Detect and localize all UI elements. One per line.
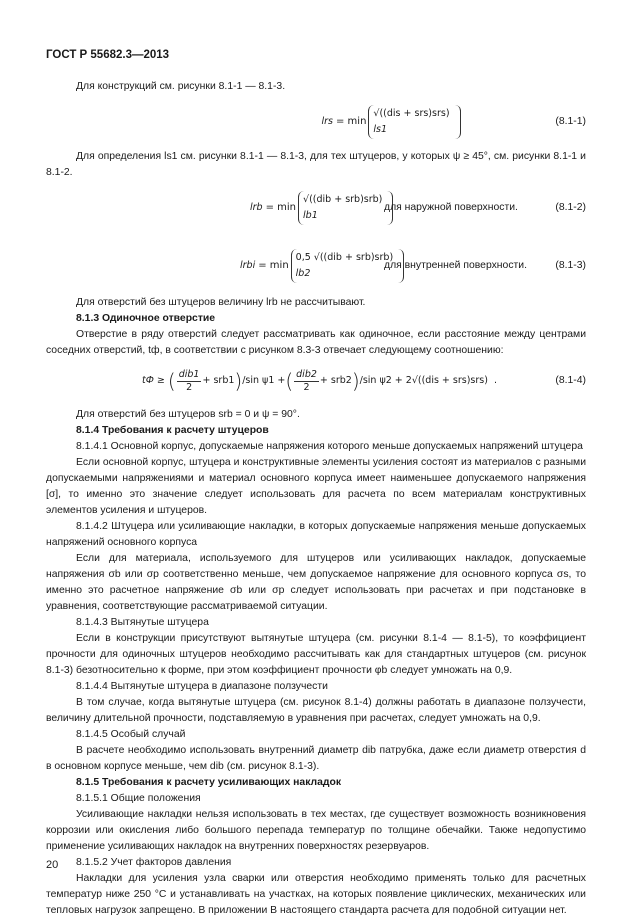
- fraction-numerator: dib2: [296, 368, 317, 380]
- eq-function: = min: [258, 260, 289, 271]
- paragraph: В расчете необходимо использовать внутренний диаметр dib патрубка, даже если диаметр отверстия d в основном корпусе меньше, чем dib (см. рисунок 8.1-3).: [46, 745, 587, 772]
- eq-term: + srb2: [319, 375, 352, 386]
- eq-term: /sin ψ2 + 2: [359, 375, 412, 386]
- paragraph: Для определения ls1 см. рисунки 8.1-1 — 8.1-3, для тех штуцеров, у которых ψ ≥ 45°, см. рисунки 8.1-1 и 8.1-2.: [46, 151, 586, 178]
- section-heading: 8.1.5 Требования к расчету усиливающих накладок: [76, 777, 342, 788]
- eq-line: 0,5 √((dib + srb)srb): [295, 252, 394, 263]
- fraction-denominator: 2: [303, 381, 310, 393]
- paragraph: Усиливающие накладки нельзя использовать в тех местах, где существует возможность возникновения коррозии или окисления либо большого перепада температур по толщине обечайки. Также недопустимо применение усиливающих накладок на внутренних поверхностях резервуаров.: [46, 809, 586, 852]
- eq-lhs: lrb: [250, 202, 263, 213]
- document-header: ГОСТ Р 55682.3—2013: [46, 49, 170, 61]
- paragraph: Накладки для усиления узла сварки или отверстия необходимо применять только для расчетных температур ниже 250 °C и устанавливать на участках, на которых появление циклических, механических или тепловых нагрузок запрещено. В приложении В настоящего стандарта расчета для подобной ситуации нет.: [46, 873, 586, 916]
- eq-term: √((dis + srs)srs): [411, 375, 488, 386]
- eq-line: ls1: [373, 124, 388, 135]
- equation-number: (8.1-1): [555, 116, 586, 127]
- subsection-heading: 8.1.5.2 Учет факторов давления: [76, 857, 232, 868]
- eq-lhs: tФ ≥: [142, 375, 165, 386]
- paragraph: Для конструкций см. рисунки 8.1-1 — 8.1-3.: [76, 81, 286, 92]
- eq-line: √((dis + srs)srs): [373, 108, 450, 119]
- paren-glyph: ): [351, 369, 360, 393]
- eq-lhs: lrs: [321, 116, 333, 127]
- paragraph: Для отверстий без штуцеров величину lrb не рассчитывают.: [76, 297, 366, 308]
- eq-function: = min: [265, 202, 297, 213]
- equation-8-1-1: [46, 99, 586, 145]
- eq-term: .: [493, 375, 498, 386]
- paren-glyph: (: [285, 369, 294, 393]
- paragraph: Для отверстий без штуцеров srb = 0 и ψ = 90°.: [76, 409, 300, 420]
- paragraph: В том случае, когда вытянутые штуцера (см. рисунок 8.1-4) должны работать в диапазоне ползучести, величину длительной прочности, подставляемую в уравнения при расчетах, следует умножать на 0,9.: [46, 697, 586, 724]
- equation-8-1-3: [46, 243, 586, 289]
- equation-number: (8.1-4): [555, 375, 586, 386]
- equation-note: для внутренней поверхности.: [384, 260, 527, 271]
- eq-line: √((dib + srb)srb): [303, 194, 383, 205]
- fraction-denominator: 2: [186, 381, 193, 393]
- page-number: 20: [46, 859, 59, 871]
- paren-glyph: ): [234, 369, 243, 393]
- paragraph: Если для материала, используемого для штуцеров или усиливающих накладок, допускаемые напряжения σb или σp соответственно меньше, чем допускаемое напряжение для основного корпуса σs, то именно это расчетное напряжение σb или σp следует использовать при расчетах и при подстановке в уравнения, соответствующие рассматриваемой ситуации.: [46, 553, 586, 612]
- subsection-heading: 8.1.4.5 Особый случай: [76, 729, 186, 740]
- eq-line: lb2: [295, 268, 311, 279]
- eq-line: lb1: [303, 210, 318, 221]
- eq-function: = min: [336, 116, 367, 127]
- paren-glyph: (: [167, 369, 176, 393]
- eq-term: + srb1: [202, 375, 235, 386]
- equation-number: (8.1-2): [555, 202, 586, 213]
- eq-fraction: [294, 369, 319, 394]
- section-heading: 8.1.3 Одиночное отверстие: [76, 313, 216, 324]
- section-heading: 8.1.4 Требования к расчету штуцеров: [76, 425, 269, 436]
- subsection-heading: 8.1.4.4 Вытянутые штуцера в диапазоне ползучести: [76, 681, 328, 692]
- subsection-heading: 8.1.4.1 Основной корпус, допускаемые напряжения которого меньше допускаемых напряжений штуцера: [76, 441, 583, 452]
- equation-8-1-2: [46, 185, 586, 231]
- eq-lhs: lrbi: [240, 260, 256, 271]
- paragraph: Если в конструкции присутствуют вытянутые штуцера (см. рисунки 8.1-4 — 8.1-5), то коэффициент прочности для одиночных штуцеров необходимо рассчитывать как для стандартных штуцеров (см. рисунок 8.1-3) безотносительно к форме, при этом коэффициент прочности φb следует умножать на 0,9.: [46, 633, 586, 676]
- equation-note: для наружной поверхности.: [384, 202, 518, 213]
- equation-number: (8.1-3): [555, 260, 586, 271]
- paragraph: Отверстие в ряду отверстий следует рассматривать как одиночное, если расстояние между центрами соседних отверстий, tф, в соответствии с рисунком 8.3-3 отвечает следующему соотношению:: [46, 329, 586, 356]
- eq-term: /sin ψ1 +: [242, 375, 286, 386]
- fraction-numerator: dib1: [178, 368, 200, 380]
- paragraph: Если основной корпус, штуцера и конструктивные элементы усиления состоят из материалов с разными допускаемыми напряжениями и материал основного корпуса имеет наименьшее допускаемого напряжения [σ], то именно это значение следует использовать для расчета по всем материалам конструктивных элементов усиления и штуцеров.: [46, 457, 586, 516]
- equation-8-1-4: [46, 361, 586, 401]
- subsection-heading: 8.1.5.1 Общие положения: [76, 793, 201, 804]
- eq-brace: [368, 105, 460, 139]
- subsection-heading: 8.1.4.2 Штуцера или усиливающие накладки, в которых допускаемые напряжения меньше допускаемых напряжений основного корпуса: [46, 521, 586, 548]
- eq-brace: [298, 191, 393, 225]
- eq-fraction: [177, 369, 202, 394]
- page-content: [46, 79, 586, 919]
- subsection-heading: 8.1.4.3 Вытянутые штуцера: [76, 617, 209, 628]
